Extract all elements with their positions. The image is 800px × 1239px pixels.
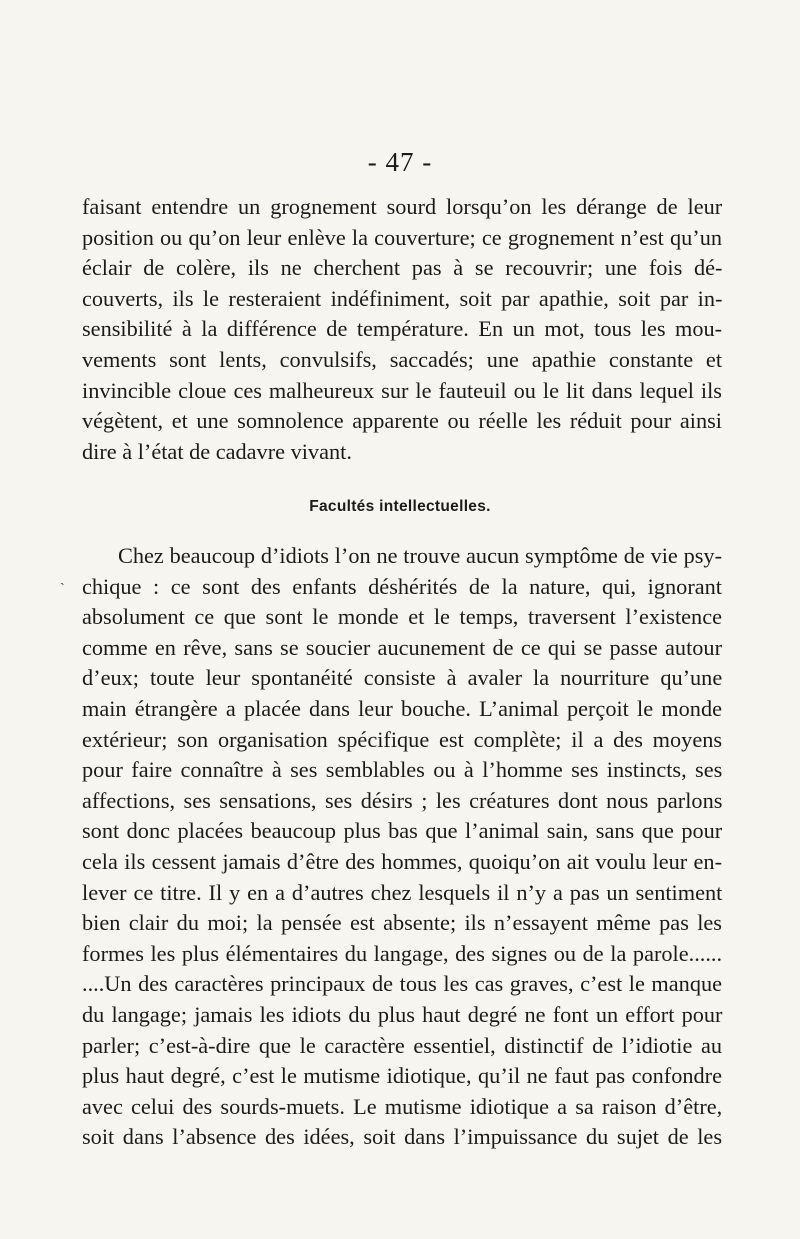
text-line: éclair de colère, ils ne cherchent pas à se recouvrir; une fois dé- — [82, 255, 723, 281]
text-line: ....Un des caractères principaux de tous les cas graves, c’est le manque — [82, 971, 723, 997]
text-line: plus haut degré, c’est le mutisme idiotique, qu’il ne faut pas confondre — [82, 1063, 722, 1089]
text-line: du langage; jamais les idiots du plus haut degré ne font un effort pour — [82, 1001, 723, 1027]
text-line: affections, ses sensations, ses désirs ; les créatures dont nous parlons — [82, 787, 723, 813]
text-line: chique : ce sont des enfants déshérités de la nature, qui, ignorant — [82, 573, 722, 599]
text-line: couverts, ils le resteraient indéfiniment, soit par apathie, soit par in- — [82, 285, 723, 311]
text-line: d’eux; toute leur spontanéité consiste à avaler la nourriture qu’une — [82, 665, 723, 691]
text-line: bien clair du moi; la pensée est absente; ils n’essayent même pas les — [82, 910, 722, 936]
paragraph-1 — [82, 192, 722, 467]
text-line: végètent, et une somnolence apparente ou réelle les réduit pour ainsi — [82, 408, 722, 434]
text-line: formes les plus élémentaires du langage, des signes ou de la parole...... — [82, 940, 723, 966]
text-line: cela ils cessent jamais d’être des hommes, quoiqu’on ait voulu leur en- — [82, 848, 722, 874]
text-line: dire à l’état de cadavre vivant. — [82, 438, 352, 464]
text-line: vements sont lents, convulsifs, saccadés; une apathie constante et — [82, 346, 723, 372]
text-line: soit dans l’absence des idées, soit dans l’impuissance du sujet de les — [82, 1124, 722, 1150]
paragraph-2 — [82, 541, 722, 1153]
text-line: extérieur; son organisation spécifique est complète; il a des moyens — [82, 726, 723, 752]
text-line: faisant entendre un grognement sourd lorsqu’on les dérange de leur — [82, 194, 723, 219]
text-line: parler; c’est-à-dire que le caractère essentiel, distinctif de l’idiotie au — [82, 1032, 722, 1058]
text-line: position ou qu’on leur enlève la couverture; ce grognement n’est qu’un — [82, 224, 723, 250]
text-line: sont donc placées beaucoup plus bas que l’animal sain, sans que pour — [82, 818, 723, 844]
text-line: invincible cloue ces malheureux sur le fauteuil ou le lit dans lequel ils — [82, 377, 722, 403]
text-line: lever ce titre. Il y en a d’autres chez lesquels il n’y a pas un sentiment — [82, 879, 723, 905]
text-line: absolument ce que sont le monde et le temps, traversent l’existence — [82, 604, 722, 630]
text-line: pour faire connaître à ses semblables ou à l’homme ses instincts, ses — [82, 757, 723, 783]
page-number: - 47 - — [367, 147, 433, 177]
margin-mark: ˏ — [60, 571, 65, 586]
section-heading: Facultés intellectuelles. — [309, 498, 491, 515]
text-line: comme en rêve, sans se soucier aucunement de ce qui se passe autour — [82, 634, 722, 660]
text-line: avec celui des sourds-muets. Le mutisme idiotique a sa raison d’être, — [82, 1093, 723, 1119]
text-line: main étrangère a placée dans leur bouche. L’animal perçoit le monde — [82, 695, 722, 721]
text-line: Chez beaucoup d’idiots l’on ne trouve aucun symptôme de vie psy- — [118, 543, 722, 568]
text-line: sensibilité à la différence de température. En un mot, tous les mou- — [82, 316, 723, 342]
